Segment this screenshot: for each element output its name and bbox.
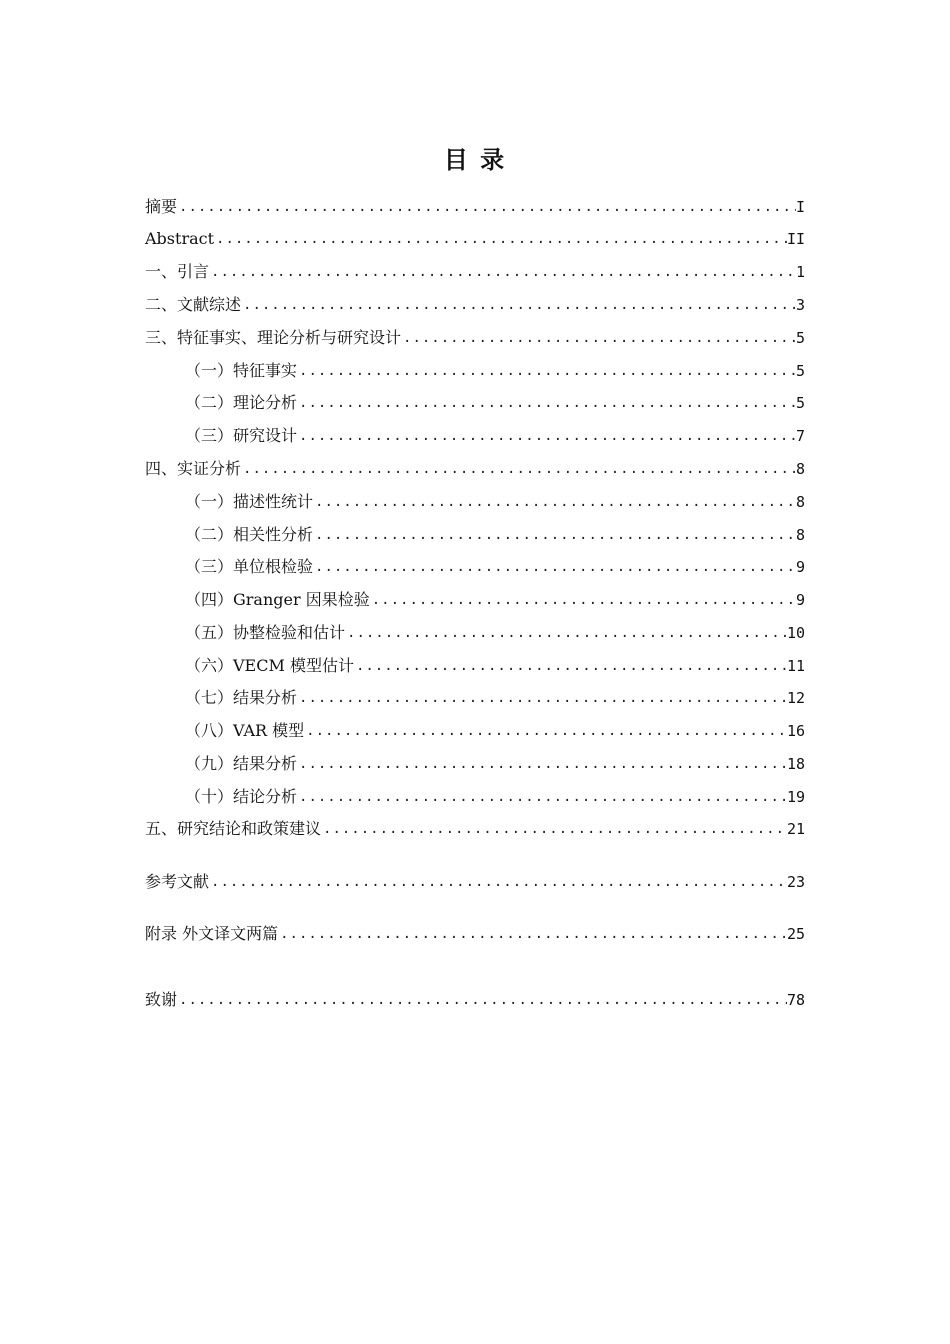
toc-leader-dots bbox=[297, 424, 796, 448]
toc-entry[interactable] bbox=[185, 490, 805, 514]
toc-leader-dots bbox=[313, 555, 796, 579]
toc-entry[interactable] bbox=[185, 424, 805, 448]
toc-entry-label: Abstract bbox=[145, 229, 215, 248]
toc-entry-label: （七）结果分析 bbox=[185, 688, 298, 707]
toc-leader-dots bbox=[345, 621, 787, 645]
toc-entry-label: （八）VAR 模型 bbox=[185, 721, 305, 740]
toc-leader-dots bbox=[354, 654, 787, 678]
toc-entry-label: （三）单位根检验 bbox=[185, 557, 314, 576]
toc-entry[interactable] bbox=[145, 817, 805, 841]
toc-entry-page-number: 3 bbox=[795, 296, 805, 314]
toc-entry-label: （五）协整检验和估计 bbox=[185, 623, 346, 642]
toc-entry[interactable] bbox=[185, 686, 805, 710]
toc-leader-dots bbox=[297, 391, 796, 415]
toc-entry[interactable] bbox=[145, 988, 805, 1012]
toc-leader-dots bbox=[297, 686, 787, 710]
toc-leader-dots bbox=[321, 817, 787, 841]
toc-leader-dots bbox=[241, 457, 796, 481]
toc-leader-dots bbox=[209, 870, 787, 894]
toc-entry[interactable] bbox=[185, 523, 805, 547]
toc-entry-label: 致谢 bbox=[145, 990, 178, 1009]
toc-entry[interactable] bbox=[145, 326, 805, 350]
toc-entry[interactable] bbox=[145, 293, 805, 317]
toc-entry-label: （二）相关性分析 bbox=[185, 525, 314, 544]
toc-entry-label: 二、文献综述 bbox=[145, 295, 242, 314]
toc-entry-label: 附录 外文译文两篇 bbox=[145, 924, 279, 943]
toc-entry-page-number: 1 bbox=[795, 263, 805, 281]
toc-entry[interactable] bbox=[145, 922, 805, 946]
toc-leader-dots bbox=[313, 490, 796, 514]
toc-entry[interactable] bbox=[145, 457, 805, 481]
toc-entry-page-number: II bbox=[786, 230, 805, 248]
toc-entry[interactable] bbox=[145, 260, 805, 284]
toc-entry[interactable] bbox=[185, 752, 805, 776]
toc-entry-page-number: 11 bbox=[786, 657, 805, 675]
toc-entry-page-number: 12 bbox=[786, 689, 805, 707]
toc-entry-page-number: 78 bbox=[786, 991, 805, 1009]
toc-leader-dots bbox=[297, 752, 787, 776]
toc-entry-page-number: I bbox=[795, 198, 805, 216]
toc-leader-dots bbox=[304, 719, 787, 743]
toc-entry-page-number: 25 bbox=[786, 925, 805, 943]
toc-entry[interactable] bbox=[185, 719, 805, 743]
toc-entry-label: 五、研究结论和政策建议 bbox=[145, 819, 322, 838]
toc-entry[interactable] bbox=[185, 785, 805, 809]
toc-entry[interactable] bbox=[145, 870, 805, 894]
toc-entry-page-number: 16 bbox=[786, 722, 805, 740]
toc-leader-dots bbox=[278, 922, 787, 946]
toc-entry-label: （六）VECM 模型估计 bbox=[185, 656, 354, 675]
toc-entry-page-number: 8 bbox=[795, 493, 805, 511]
toc-entry[interactable] bbox=[185, 555, 805, 579]
toc-entry-label: 三、特征事实、理论分析与研究设计 bbox=[145, 328, 402, 347]
toc-entry-page-number: 9 bbox=[795, 558, 805, 576]
toc-entry-label: 摘要 bbox=[145, 197, 178, 216]
toc-entry-page-number: 5 bbox=[795, 329, 805, 347]
toc-entry[interactable] bbox=[185, 359, 805, 383]
toc-entry-page-number: 5 bbox=[795, 394, 805, 412]
toc-leader-dots bbox=[401, 326, 796, 350]
toc-entry[interactable] bbox=[185, 588, 805, 612]
toc-entry-page-number: 21 bbox=[786, 820, 805, 838]
toc-leader-dots bbox=[209, 260, 796, 284]
toc-entry-label: （十）结论分析 bbox=[185, 787, 298, 806]
toc-entry-label: （一）特征事实 bbox=[185, 361, 298, 380]
toc-entry-page-number: 7 bbox=[795, 427, 805, 445]
toc-entry-page-number: 23 bbox=[786, 873, 805, 891]
toc-entry-page-number: 9 bbox=[795, 591, 805, 609]
toc-leader-dots bbox=[177, 195, 796, 219]
toc-entry-label: 四、实证分析 bbox=[145, 459, 242, 478]
toc-entry[interactable] bbox=[185, 621, 805, 645]
toc-entry[interactable] bbox=[185, 654, 805, 678]
toc-entry-page-number: 19 bbox=[786, 788, 805, 806]
toc-entry-label: 一、引言 bbox=[145, 262, 210, 281]
toc-entry-page-number: 5 bbox=[795, 362, 805, 380]
toc-leader-dots bbox=[214, 227, 787, 251]
toc-entry[interactable] bbox=[185, 391, 805, 415]
toc-entry-label: （一）描述性统计 bbox=[185, 492, 314, 511]
toc-entry[interactable] bbox=[145, 227, 805, 251]
toc-leader-dots bbox=[313, 523, 796, 547]
toc-entry-label: 参考文献 bbox=[145, 872, 210, 891]
toc-leader-dots bbox=[370, 588, 796, 612]
toc-leader-dots bbox=[177, 988, 787, 1012]
toc-entry-page-number: 8 bbox=[795, 460, 805, 478]
toc-entry-label: （九）结果分析 bbox=[185, 754, 298, 773]
toc-leader-dots bbox=[297, 785, 787, 809]
toc-entry-page-number: 18 bbox=[786, 755, 805, 773]
page-title: 目 录 bbox=[443, 146, 507, 174]
toc-entry-page-number: 10 bbox=[786, 624, 805, 642]
toc-entry-page-number: 8 bbox=[795, 526, 805, 544]
toc-leader-dots bbox=[297, 359, 796, 383]
toc-leader-dots bbox=[241, 293, 796, 317]
toc-entry-label: （四）Granger 因果检验 bbox=[185, 590, 370, 609]
toc-entry-label: （二）理论分析 bbox=[185, 393, 298, 412]
toc-entry-label: （三）研究设计 bbox=[185, 426, 298, 445]
toc-entry[interactable] bbox=[145, 195, 805, 219]
